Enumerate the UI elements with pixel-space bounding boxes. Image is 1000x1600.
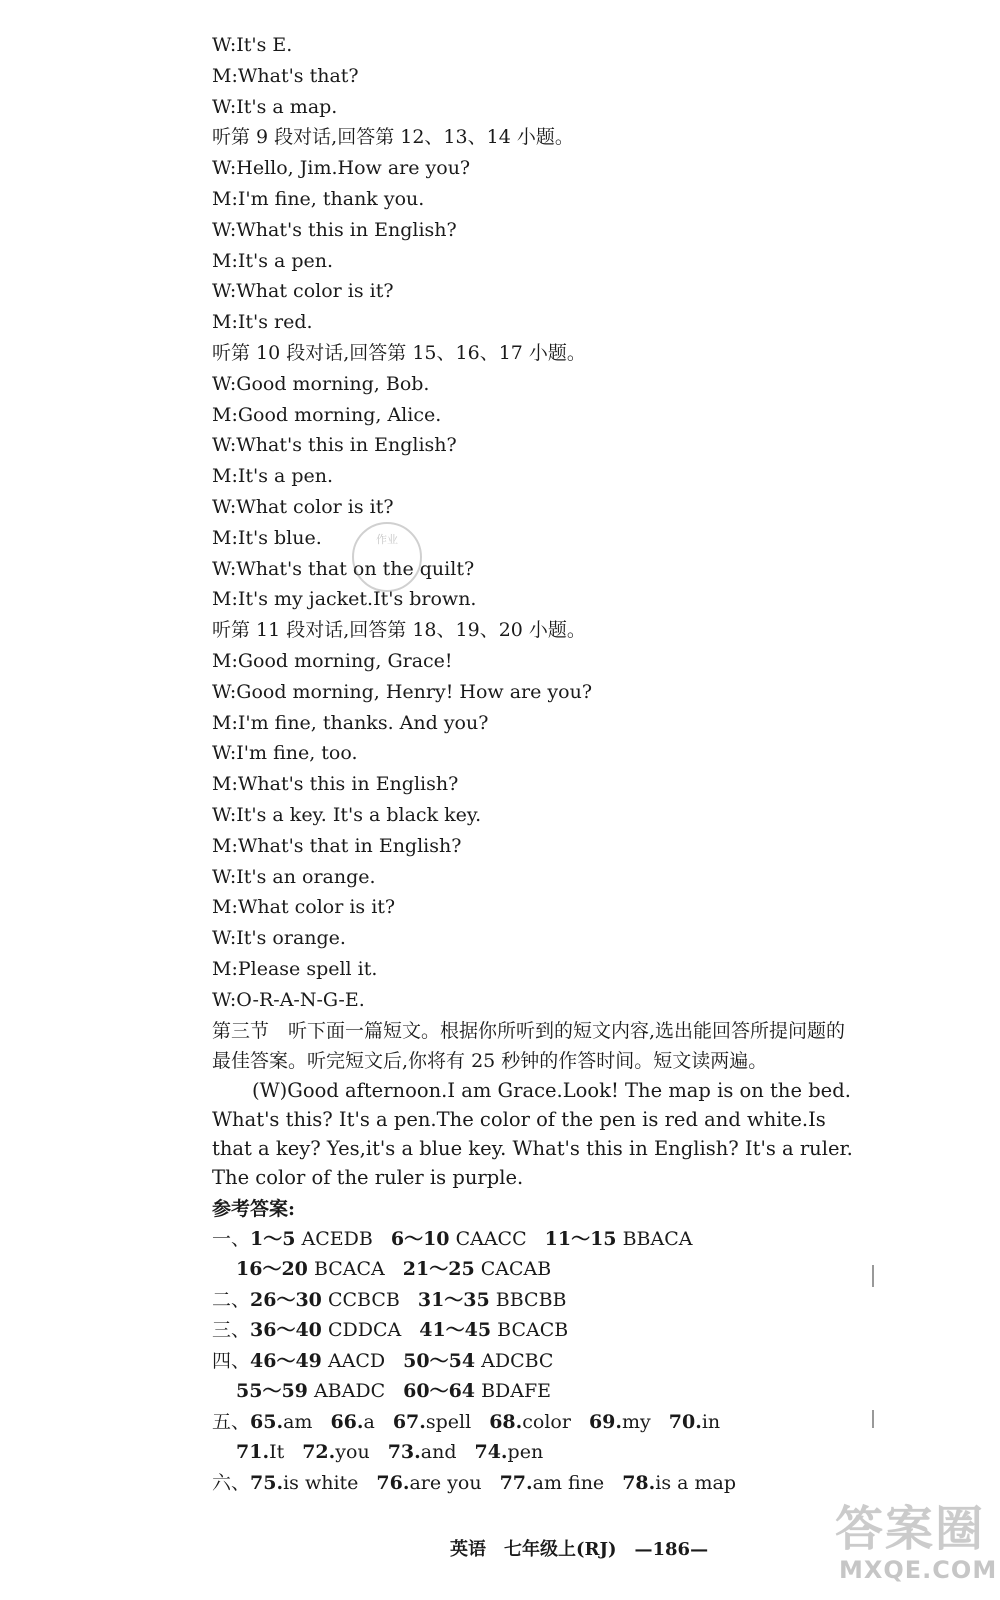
dialogue-line: W:It's orange. [212,927,346,950]
section-instruction: 听第 9 段对话,回答第 12、13、14 小题。 [212,126,574,149]
dialogue-line: W:It's a map. [212,95,338,118]
dialogue-line: M:It's blue. [212,526,322,549]
dialogue-line: M:Good morning, Grace! [212,649,453,672]
answers-title: 参考答案: [212,1197,296,1220]
dialogue-line: M:What color is it? [212,896,396,919]
dialogue-block [212,30,862,1016]
dialogue-line: M:It's a pen. [212,465,334,488]
dialogue-line: M:It's a pen. [212,249,334,272]
content-column [212,30,862,1498]
dialogue-line: W:Good morning, Bob. [212,372,430,395]
page-edge-mark [872,1410,874,1428]
answer-row: 一、1～5 ACEDB 6～10 CAACC 11～15 BBACA [212,1227,693,1250]
dialogue-line: W:Good morning, Henry! How are you? [212,680,593,703]
dialogue-line: W:What's this in English? [212,218,457,241]
dialogue-line: M:Good morning, Alice. [212,403,442,426]
watermark-stamp: 作业 [352,522,422,592]
answer-key [212,1224,862,1499]
section-instruction: 听第 11 段对话,回答第 18、19、20 小题。 [212,619,586,642]
dialogue-line: W:What's this in English? [212,434,457,457]
dialogue-line: M:I'm fine, thank you. [212,187,425,210]
section-instruction: 听第 10 段对话,回答第 15、16、17 小题。 [212,341,586,364]
dialogue-line: M:What's that in English? [212,834,462,857]
dialogue-line: M:Please spell it. [212,957,378,980]
dialogue-line: M:What's this in English? [212,773,459,796]
answer-row: 55～59 ABADC 60～64 BDAFE [236,1380,552,1402]
dialogue-line: M:It's my jacket.It's brown. [212,588,477,611]
dialogue-line: W:O-R-A-N-G-E. [212,988,365,1011]
dialogue-line: M:It's red. [212,311,313,334]
answer-row: 二、26～30 CCBCB 31～35 BBCBB [212,1288,567,1311]
dialogue-line: W:What color is it? [212,280,394,303]
answer-row: 四、46～49 AACD 50～54 ADCBC [212,1349,554,1372]
dialogue-line: W:It's an orange. [212,865,376,888]
answer-row: 三、36～40 CDDCA 41～45 BCACB [212,1319,569,1341]
dialogue-line: W:It's a key. It's a black key. [212,803,482,826]
listening-passage: (W)Good afternoon.I am Grace.Look! The map is on the bed. What's this? It's a pen.The color of the pen is red and white.Is that a key? Yes,it's a blue key. What's this in English? It's a ruler. The color of the ruler is purple. [212,1078,853,1189]
dialogue-line: W:Hello, Jim.How are you? [212,157,471,180]
dialogue-line: M:What's that? [212,64,359,87]
answer-row: 五、65.am 66.a 67.spell 68.color 69.my 70.in [212,1410,721,1433]
answer-row: 六、75.is white 76.are you 77.am fine 78.is a map [212,1471,736,1494]
page-edge-mark [872,1265,874,1287]
dialogue-line: M:I'm fine, thanks. And you? [212,711,489,734]
section-three-instruction: 第三节 听下面一篇短文。根据你所听到的短文内容,选出能回答所提问题的最佳答案。听完短文后,你将有 25 秒钟的作答时间。短文读两遍。 [212,1019,846,1072]
site-logo-watermark: 答案圈 MXQE.COM [835,1501,998,1584]
dialogue-line: W:I'm fine, too. [212,742,358,765]
dialogue-line: W:It's E. [212,34,293,56]
answer-row: 16～20 BCACA 21～25 CACAB [236,1258,552,1280]
dialogue-line: W:What color is it? [212,495,394,518]
page-footer: 英语 七年级上(RJ) —186— [450,1539,709,1560]
answer-row: 71.It 72.you 73.and 74.pen [236,1441,544,1463]
dialogue-line: W:What's that on the quilt? [212,557,475,580]
